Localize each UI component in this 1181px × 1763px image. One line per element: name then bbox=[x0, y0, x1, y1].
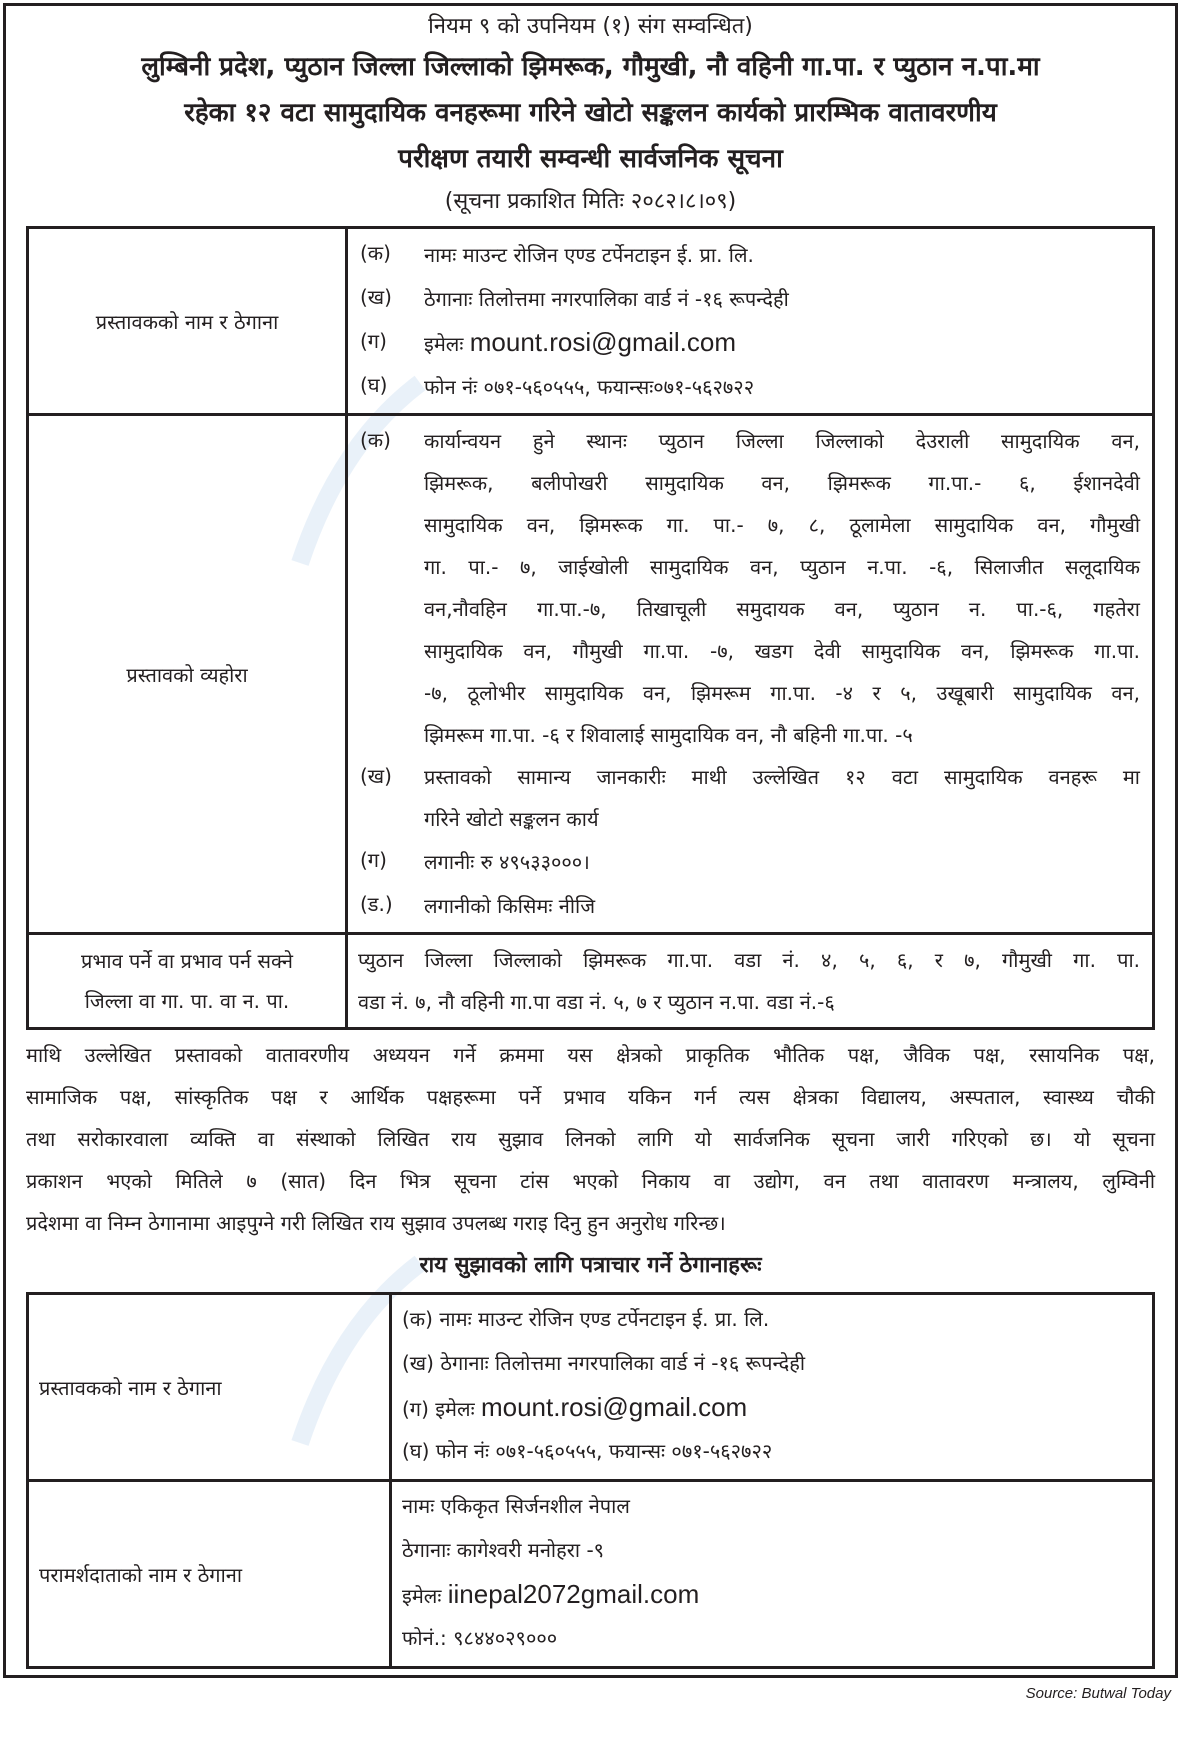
proponent-label: प्रस्तावकको नाम र ठेगाना bbox=[28, 228, 347, 415]
detail-item bbox=[348, 365, 1152, 409]
location-line: कार्यान्वयन हुने स्थानः प्युठान जिल्ला जिल्लाको देउराली सामुदायिक वन, bbox=[424, 429, 1140, 453]
rule-reference: नियम ९ को उपनियम (१) संग सम्वन्धित) bbox=[428, 14, 753, 39]
notice-title-line: लुम्बिनी प्रदेश, प्युठान जिल्ला जिल्लाको झिमरूक, गौमुखी, नौ वहिनी गा.पा. र प्युठान न.पा.मा bbox=[141, 52, 1040, 82]
paragraph-line: सामाजिक पक्ष, सांस्कृतिक पक्ष र आर्थिक पक्षहरूमा पर्ने प्रभाव यकिन गर्न त्यस क्षेत्रका विद्यालय, अस्पताल, स्वास्थ्य चौकी bbox=[26, 1085, 1155, 1109]
investment-type-item bbox=[348, 884, 1152, 928]
notice-paragraph bbox=[26, 1034, 1155, 1244]
affected-area-details bbox=[347, 934, 1154, 1029]
location-line: गा. पा.- ७, जाईखोली सामुदायिक वन, प्युठान न.पा. -६, सिलाजीत सलूदायिक bbox=[424, 555, 1140, 579]
consultant-name: नामः एकिकृत सिर्जनशील नेपाल bbox=[402, 1494, 630, 1518]
location-line: सामुदायिक वन, गौमुखी गा.पा. -७, खडग देवी सामुदायिक वन, झिमरूक गा.पा. bbox=[424, 639, 1140, 663]
proponent-contact-label: प्रस्तावकको नाम र ठेगाना bbox=[28, 1294, 391, 1481]
consultant-details bbox=[391, 1481, 1154, 1668]
general-info-item bbox=[348, 756, 1152, 840]
general-line: गरिने खोटो सङ्कलन कार्य bbox=[424, 807, 599, 831]
proposal-details bbox=[347, 415, 1154, 934]
paragraph-line: प्रकाशन भएको मितिले ७ (सात) दिन भित्र सूचना टांस भएको निकाय वा उद्योग, वन तथा वातावरण मन्त्रालय, लुम्विनी bbox=[26, 1169, 1155, 1193]
consultant-email-line bbox=[392, 1574, 1152, 1618]
investment-item bbox=[348, 840, 1152, 884]
email-link[interactable]: mount.rosi@gmail.com bbox=[469, 327, 736, 357]
detail-item bbox=[348, 233, 1152, 277]
proponent-row bbox=[28, 228, 1154, 415]
item-key: (क) bbox=[360, 241, 391, 265]
affected-line: वडा नं. ७, नौ वहिनी गा.पा वडा नं. ५, ७ र प्युठान न.पा. वडा नं.-६ bbox=[358, 990, 835, 1014]
item-key: (क) bbox=[360, 428, 391, 452]
consultant-phone: फोनं.: ९८४४०२९००० bbox=[402, 1626, 558, 1650]
location-line: वन,नौवहिन गा.पा.-७, तिखाचूली समुदायक वन, प्युठान न. पा.-६, गहतेरा bbox=[424, 597, 1140, 621]
consultant-label: परामर्शदाताको नाम र ठेगाना bbox=[28, 1481, 391, 1668]
contacts-heading: राय सुझावको लागि पत्राचार गर्ने ठेगानाहरूः bbox=[419, 1253, 762, 1278]
notice-title-line: रहेका १२ वटा सामुदायिक वनहरूमा गरिने खोटो सङ्कलन कार्यको प्रारम्भिक वातावरणीय bbox=[184, 98, 997, 128]
email-prefix: इमेलः bbox=[402, 1584, 442, 1608]
item-text: ठेगानाः तिलोत्तमा नगरपालिका वार्ड नं -१६ रूपन्देही bbox=[424, 287, 789, 311]
notice-frame bbox=[3, 3, 1178, 1678]
consultant-contact-row bbox=[28, 1481, 1154, 1668]
contact-line: (ख) ठेगानाः तिलोत्तमा नगरपालिका वार्ड नं -१६ रूपन्देही bbox=[402, 1351, 806, 1375]
paragraph-line: तथा सरोकारवाला व्यक्ति वा संस्थाको लिखित राय सुझाव लिनको लागि यो सार्वजनिक सूचना जारी गरिएको छ। यो सूचना bbox=[26, 1127, 1155, 1151]
source-credit: Source: Butwal Today bbox=[1025, 1685, 1171, 1702]
proposal-label: प्रस्तावको व्यहोरा bbox=[28, 415, 347, 934]
paragraph-line: प्रदेशमा वा निम्न ठेगानामा आइपुग्ने गरी लिखित राय सुझाव उपलब्ध गराइ दिनु हुन अनुरोध गरिन्छ। bbox=[26, 1211, 726, 1235]
item-text: फोन नंः ०७१-५६०५५५, फयान्सः०७१-५६२७२२ bbox=[424, 375, 755, 399]
contacts-table bbox=[26, 1292, 1155, 1669]
investment-type: लगानीको किसिमः नीजि bbox=[424, 894, 596, 918]
contact-line: (क) नामः माउन्ट रोजिन एण्ड टर्पेनटाइन ई. प्रा. लि. bbox=[402, 1307, 770, 1331]
item-key: (ड.) bbox=[360, 892, 393, 916]
location-line: -७, ठूलोभीर सामुदायिक वन, झिमरूम गा.पा. -४ र ५, उखूबारी सामुदायिक वन, bbox=[424, 681, 1140, 705]
paragraph-line: माथि उल्लेखित प्रस्तावको वातावरणीय अध्ययन गर्ने क्रममा यस क्षेत्रको प्राकृतिक भौतिक पक्ष, जैविक पक्ष, रसायनिक पक्ष, bbox=[26, 1043, 1155, 1067]
proponent-contact-details bbox=[391, 1294, 1154, 1481]
location-line: सामुदायिक वन, झिमरूक गा. पा.- ७, ८, ठूलामेला सामुदायिक वन, गौमुखी bbox=[424, 513, 1140, 537]
item-key: (ख) bbox=[360, 285, 392, 309]
location-line: झिमरूम गा.पा. -६ र शिवालाई सामुदायिक वन, नौ बहिनी गा.पा. -५ bbox=[424, 723, 913, 747]
email-link[interactable]: iinepal2072gmail.com bbox=[447, 1579, 700, 1609]
investment-amount: लगानीः रु ४९५३३०००। bbox=[424, 850, 590, 874]
affected-area-label bbox=[28, 934, 347, 1029]
consultant-address: ठेगानाः कागेश्वरी मनोहरा -९ bbox=[402, 1538, 605, 1562]
proponent-contact-row bbox=[28, 1294, 1154, 1481]
email-prefix: (ग) इमेलः bbox=[402, 1397, 475, 1421]
contact-phone: (घ) फोन नंः ०७१-५६०५५५, फयान्सः ०७१-५६२७२२ bbox=[402, 1439, 773, 1463]
contact-email-line bbox=[392, 1387, 1152, 1431]
item-key: (ग) bbox=[360, 848, 387, 872]
published-date: (सूचना प्रकाशित मितिः २०८२।८।०९) bbox=[444, 189, 737, 214]
proposal-row bbox=[28, 415, 1154, 934]
general-line: प्रस्तावको सामान्य जानकारीः माथी उल्लेखित १२ वटा सामुदायिक वनहरू मा bbox=[424, 765, 1140, 789]
email-link[interactable]: mount.rosi@gmail.com bbox=[480, 1392, 748, 1422]
proponent-details bbox=[347, 228, 1154, 415]
label-line: प्रभाव पर्ने वा प्रभाव पर्न सक्ने bbox=[80, 949, 294, 973]
item-key: (ख) bbox=[360, 764, 392, 788]
email-prefix: इमेलः bbox=[424, 332, 464, 356]
notice-title-line: परीक्षण तयारी सम्वन्धी सार्वजनिक सूचना bbox=[398, 144, 783, 174]
location-line: झिमरूक, बलीपोखरी सामुदायिक वन, झिमरूक गा.पा.- ६, ईशानदेवी bbox=[424, 471, 1140, 495]
item-text: नामः माउन्ट रोजिन एण्ड टर्पेनटाइन ई. प्रा. लि. bbox=[424, 243, 754, 267]
item-key: (ग) bbox=[360, 329, 387, 353]
affected-area-row bbox=[28, 934, 1154, 1029]
label-line: जिल्ला वा गा. पा. वा न. पा. bbox=[84, 989, 290, 1013]
detail-item bbox=[348, 277, 1152, 321]
affected-line: प्युठान जिल्ला जिल्लाको झिमरूक गा.पा. वडा नं. ४, ५, ६, र ७, गौमुखी गा. पा. bbox=[358, 948, 1140, 972]
location-item bbox=[348, 420, 1152, 756]
proposal-table bbox=[26, 226, 1155, 1030]
item-key: (घ) bbox=[360, 373, 388, 397]
detail-item bbox=[348, 321, 1152, 365]
